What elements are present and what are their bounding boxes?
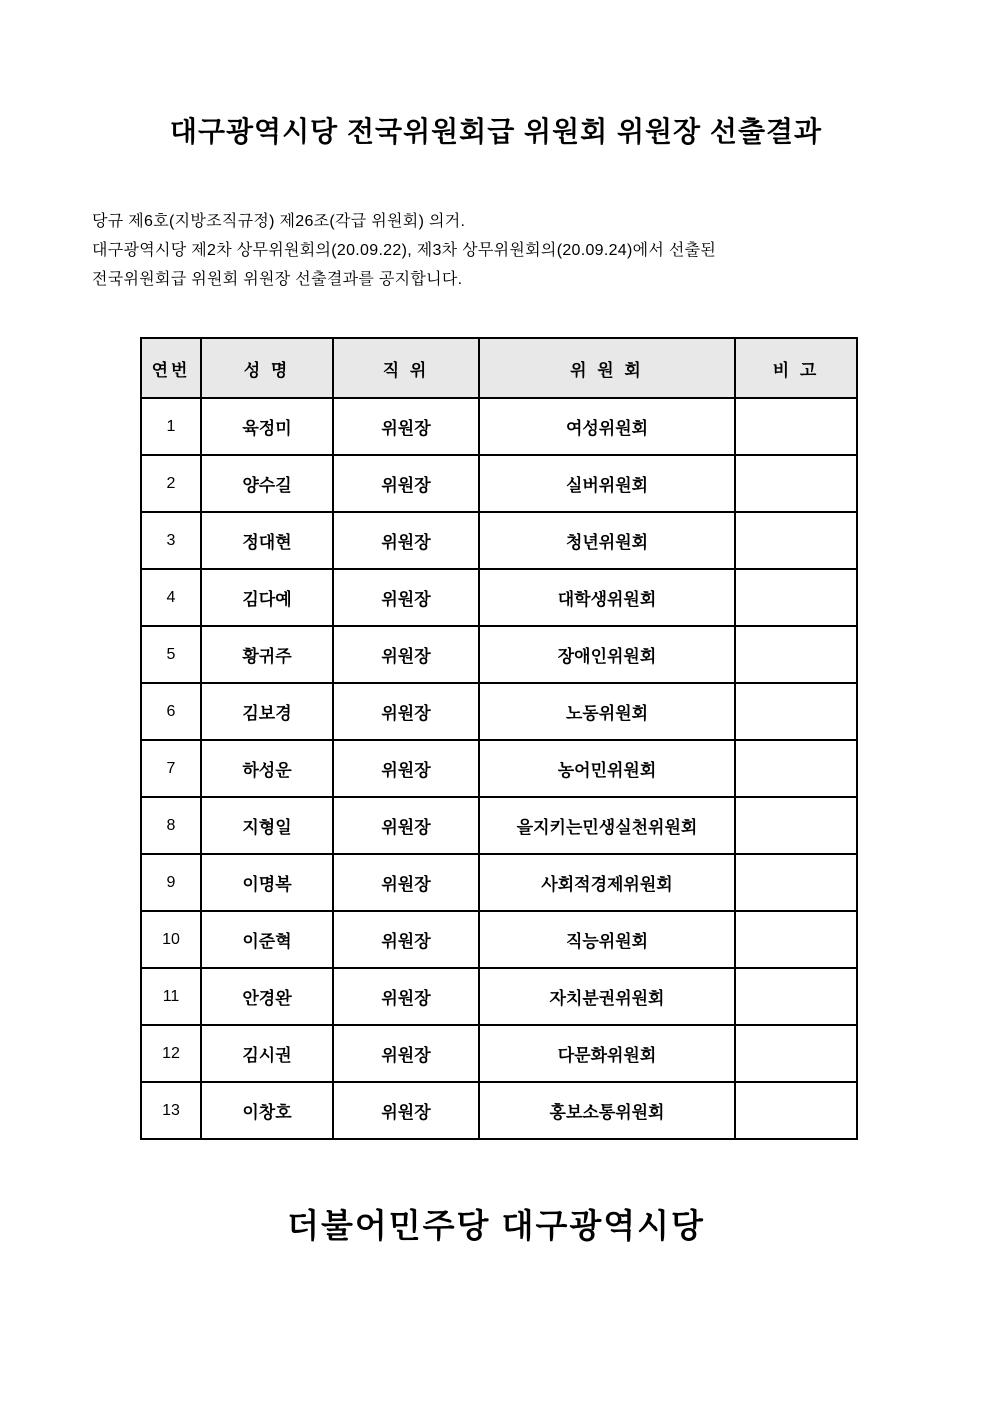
- cell-note: [735, 911, 857, 968]
- cell-committee: 농어민위원회: [479, 740, 735, 797]
- cell-position: 위원장: [333, 398, 479, 455]
- cell-position: 위원장: [333, 569, 479, 626]
- cell-position: 위원장: [333, 797, 479, 854]
- cell-name: 이창호: [201, 1082, 333, 1139]
- cell-position: 위원장: [333, 455, 479, 512]
- cell-committee: 장애인위원회: [479, 626, 735, 683]
- table-row: [141, 398, 857, 455]
- header-committee: 위 원 회: [479, 338, 735, 398]
- intro-line-3: 전국위원회급 위원회 위원장 선출결과를 공지합니다.: [92, 271, 463, 288]
- cell-name: 하성운: [201, 740, 333, 797]
- cell-committee: 을지키는민생실천위원회: [479, 797, 735, 854]
- cell-no: 11: [141, 968, 201, 1025]
- cell-name: 육정미: [201, 398, 333, 455]
- table-header-row: [141, 338, 857, 398]
- cell-name: 황귀주: [201, 626, 333, 683]
- table-row: [141, 683, 857, 740]
- cell-committee: 실버위원회: [479, 455, 735, 512]
- cell-name: 이준혁: [201, 911, 333, 968]
- cell-no: 13: [141, 1082, 201, 1139]
- cell-no: 12: [141, 1025, 201, 1082]
- cell-note: [735, 398, 857, 455]
- cell-no: 4: [141, 569, 201, 626]
- table-row: [141, 740, 857, 797]
- cell-note: [735, 626, 857, 683]
- cell-no: 3: [141, 512, 201, 569]
- intro-line-1: 당규 제6호(지방조직규정) 제26조(각급 위원회) 의거.: [92, 213, 466, 230]
- table-row: [141, 512, 857, 569]
- cell-committee: 청년위원회: [479, 512, 735, 569]
- organization-footer: 더불어민주당 대구광역시당: [287, 1207, 705, 1244]
- cell-name: 지형일: [201, 797, 333, 854]
- cell-no: 2: [141, 455, 201, 512]
- table-row: [141, 797, 857, 854]
- cell-committee: 다문화위원회: [479, 1025, 735, 1082]
- cell-committee: 여성위원회: [479, 398, 735, 455]
- cell-note: [735, 1025, 857, 1082]
- header-name: 성 명: [201, 338, 333, 398]
- cell-committee: 자치분권위원회: [479, 968, 735, 1025]
- cell-note: [735, 512, 857, 569]
- cell-no: 6: [141, 683, 201, 740]
- cell-committee: 사회적경제위원회: [479, 854, 735, 911]
- cell-name: 김시권: [201, 1025, 333, 1082]
- intro-line-2: 대구광역시당 제2차 상무위원회의(20.09.22), 제3차 상무위원회의(20.09.24)에서 선출된: [92, 242, 717, 259]
- cell-position: 위원장: [333, 968, 479, 1025]
- page-title: 대구광역시당 전국위원회급 위원회 위원장 선출결과: [169, 116, 823, 147]
- cell-no: 8: [141, 797, 201, 854]
- cell-position: 위원장: [333, 1082, 479, 1139]
- results-table: [140, 337, 858, 1140]
- table-row: [141, 455, 857, 512]
- cell-position: 위원장: [333, 1025, 479, 1082]
- cell-note: [735, 1082, 857, 1139]
- cell-no: 5: [141, 626, 201, 683]
- cell-note: [735, 455, 857, 512]
- table-row: [141, 854, 857, 911]
- cell-note: [735, 740, 857, 797]
- cell-position: 위원장: [333, 512, 479, 569]
- table-row: [141, 626, 857, 683]
- cell-position: 위원장: [333, 626, 479, 683]
- cell-no: 10: [141, 911, 201, 968]
- cell-note: [735, 968, 857, 1025]
- table-row: [141, 968, 857, 1025]
- header-no: 연번: [141, 338, 201, 398]
- intro-paragraph: [92, 207, 902, 294]
- cell-note: [735, 569, 857, 626]
- cell-name: 양수길: [201, 455, 333, 512]
- cell-name: 안경완: [201, 968, 333, 1025]
- cell-committee: 직능위원회: [479, 911, 735, 968]
- cell-note: [735, 797, 857, 854]
- cell-position: 위원장: [333, 911, 479, 968]
- table-row: [141, 1025, 857, 1082]
- table-row: [141, 1082, 857, 1139]
- cell-name: 김보경: [201, 683, 333, 740]
- cell-committee: 홍보소통위원회: [479, 1082, 735, 1139]
- cell-no: 1: [141, 398, 201, 455]
- cell-position: 위원장: [333, 854, 479, 911]
- cell-note: [735, 854, 857, 911]
- header-position: 직 위: [333, 338, 479, 398]
- cell-position: 위원장: [333, 683, 479, 740]
- table-row: [141, 569, 857, 626]
- cell-committee: 대학생위원회: [479, 569, 735, 626]
- header-note: 비 고: [735, 338, 857, 398]
- cell-name: 정대현: [201, 512, 333, 569]
- cell-no: 9: [141, 854, 201, 911]
- cell-name: 이명복: [201, 854, 333, 911]
- cell-name: 김다예: [201, 569, 333, 626]
- cell-position: 위원장: [333, 740, 479, 797]
- table-row: [141, 911, 857, 968]
- cell-committee: 노동위원회: [479, 683, 735, 740]
- cell-note: [735, 683, 857, 740]
- cell-no: 7: [141, 740, 201, 797]
